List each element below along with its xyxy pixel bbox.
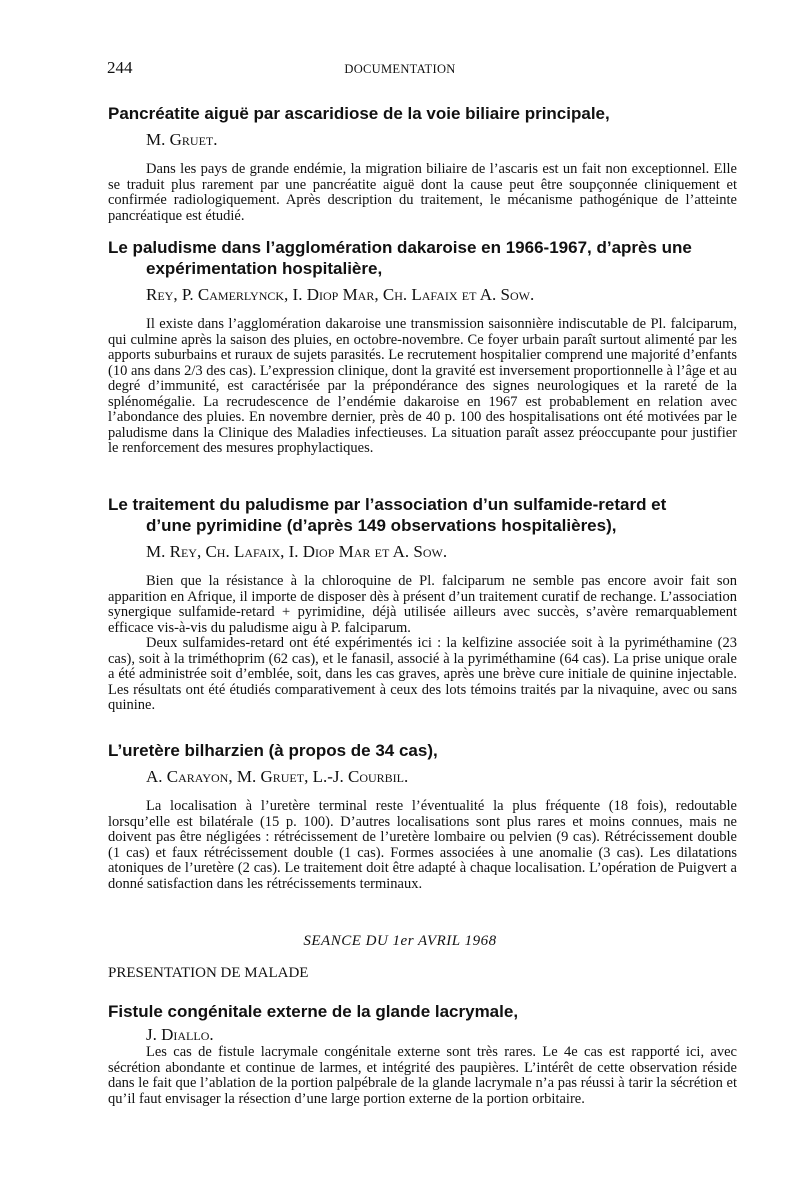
article-fistule-lacrymale xyxy=(108,1001,737,1107)
article-traitement-paludisme xyxy=(108,494,737,714)
article-authors: Rey, P. Camerlynck, I. Diop Mar, Ch. Lafaix et A. Sow. xyxy=(146,285,535,304)
session-heading: SEANCE DU 1er AVRIL 1968 xyxy=(303,933,497,949)
article-title-line: Le traitement du paludisme par l’association d’un sulfamide-retard et xyxy=(108,495,667,514)
article-paludisme-dakar xyxy=(108,237,737,457)
article-title-line: Fistule congénitale externe de la glande lacrymale, xyxy=(108,1002,519,1021)
article-paragraph: Bien que la résistance à la chloroquine de Pl. falciparum ne semble pas encore avoir fait son apparition en Afrique, il importe de disposer dès à présent d’un traitement curatif de rechange. L’association synergique sulfamide-retard + pyrimidine, déjà utilisée ailleurs avec succès, s’avère remarquablement efficace vis-à-vis du paludisme aigu à P. falciparum. xyxy=(108,573,737,636)
article-title xyxy=(108,494,737,536)
article-authors: J. Diallo. xyxy=(146,1025,214,1044)
article-title-line: d’une pyrimidine (d’après 149 observations hospitalières), xyxy=(146,516,617,535)
article-authors: M. Rey, Ch. Lafaix, I. Diop Mar et A. Sow. xyxy=(146,542,448,561)
article-title-line: L’uretère bilharzien (à propos de 34 cas), xyxy=(108,741,438,760)
article-uretere-bilharzien xyxy=(108,740,737,892)
article-title xyxy=(108,740,737,761)
article-title-line: Le paludisme dans l’agglomération dakaroise en 1966-1967, d’après une xyxy=(108,238,692,257)
section-heading: PRESENTATION DE MALADE xyxy=(108,965,309,981)
article-paragraph: Deux sulfamides-retard ont été expérimentés ici : la kelfizine associée soit à la pyriméthamine (23 cas), soit à la triméthoprim (62 cas), et le fanasil, associé à la pyriméthamine (64 cas). La prise unique orale a été administrée soit d’emblée, soit, dans les cas graves, après une brève cure initiale de quinine injectable. Les résultats ont été étudiés comparativement à ceux des lots témoins traités par la nivaquine, avec ou sans quinine. xyxy=(108,635,737,713)
article-paragraph: Les cas de fistule lacrymale congénitale externe sont très rares. Le 4e cas est rapporté ici, avec sécrétion abondante et continue de larmes, et intégrité des paupières. L’intérêt de cette observation réside dans le fait que l’ablation de la portion palpébrale de la glande lacrymale n’a pas réussi à tarir la sécrétion et qu’il faut envisager la résection d’une large portion externe de la portion orbitaire. xyxy=(108,1044,737,1107)
article-pancreatite xyxy=(108,103,737,224)
article-title xyxy=(108,1001,737,1022)
article-title xyxy=(108,103,737,124)
article-paragraph: Il existe dans l’agglomération dakaroise une transmission saisonnière indiscutable de Pl. falciparum, qui culmine après la saison des pluies, en octobre-novembre. Ce foyer urbain paraît surtout alimenté par les apports suburbains et ruraux de sujets parasités. Le recrutement hospitalier comprend une majorité d’enfants (10 ans dans 2/3 des cas). L’expression clinique, dont la gravité est inversement proportionnelle à l’âge et au degré d’immunité, est caractérisée par la prépondérance des signes neurologiques et la rareté de la splénomégalie. La recrudescence de l’endémie dakaroise en 1967 est probablement en relation avec l’abondance des pluies. En novembre dernier, près de 40 p. 100 des hospitalisations ont été motivées par le paludisme dans la Clinique des Maladies infectieuses. La situation paraît assez préoccupante pour justifier le renforcement des mesures prophylactiques. xyxy=(108,316,737,456)
running-title: DOCUMENTATION xyxy=(344,62,456,76)
article-authors: M. Gruet. xyxy=(146,130,218,149)
page-number: 244 xyxy=(107,58,133,77)
article-title-line: expérimentation hospitalière, xyxy=(146,259,383,278)
article-title-line: Pancréatite aiguë par ascaridiose de la voie biliaire principale, xyxy=(108,104,610,123)
article-paragraph: Dans les pays de grande endémie, la migration biliaire de l’ascaris est un fait non exceptionnel. Elle se traduit plus rarement par une pancréatite aiguë dont la cause peut être soupçonnée cliniquement et confirmée radiologiquement. Après description du traitement, le mécanisme pathogénique de l’atteinte pancréatique est étudié. xyxy=(108,161,737,224)
article-title xyxy=(108,237,737,279)
article-authors: A. Carayon, M. Gruet, L.-J. Courbil. xyxy=(146,767,409,786)
article-paragraph: La localisation à l’uretère terminal reste l’éventualité la plus fréquente (18 fois), redoutable lorsqu’elle est bilatérale (15 p. 100). D’autres localisations sont plus rares et moins connues, mais ne doivent pas être négligées : rétrécissement de l’uretère lombaire ou pelvien (9 cas). Rétrécissement double (1 cas) et faux rétrécissement double (1 cas). Formes associées à une anomalie (3 cas). Les dilatations atoniques de l’uretère (2 cas). Le traitement doit être adapté à chaque localisation. L’opération de Puigvert a donné satisfaction dans les rétrécissements terminaux. xyxy=(108,798,737,892)
